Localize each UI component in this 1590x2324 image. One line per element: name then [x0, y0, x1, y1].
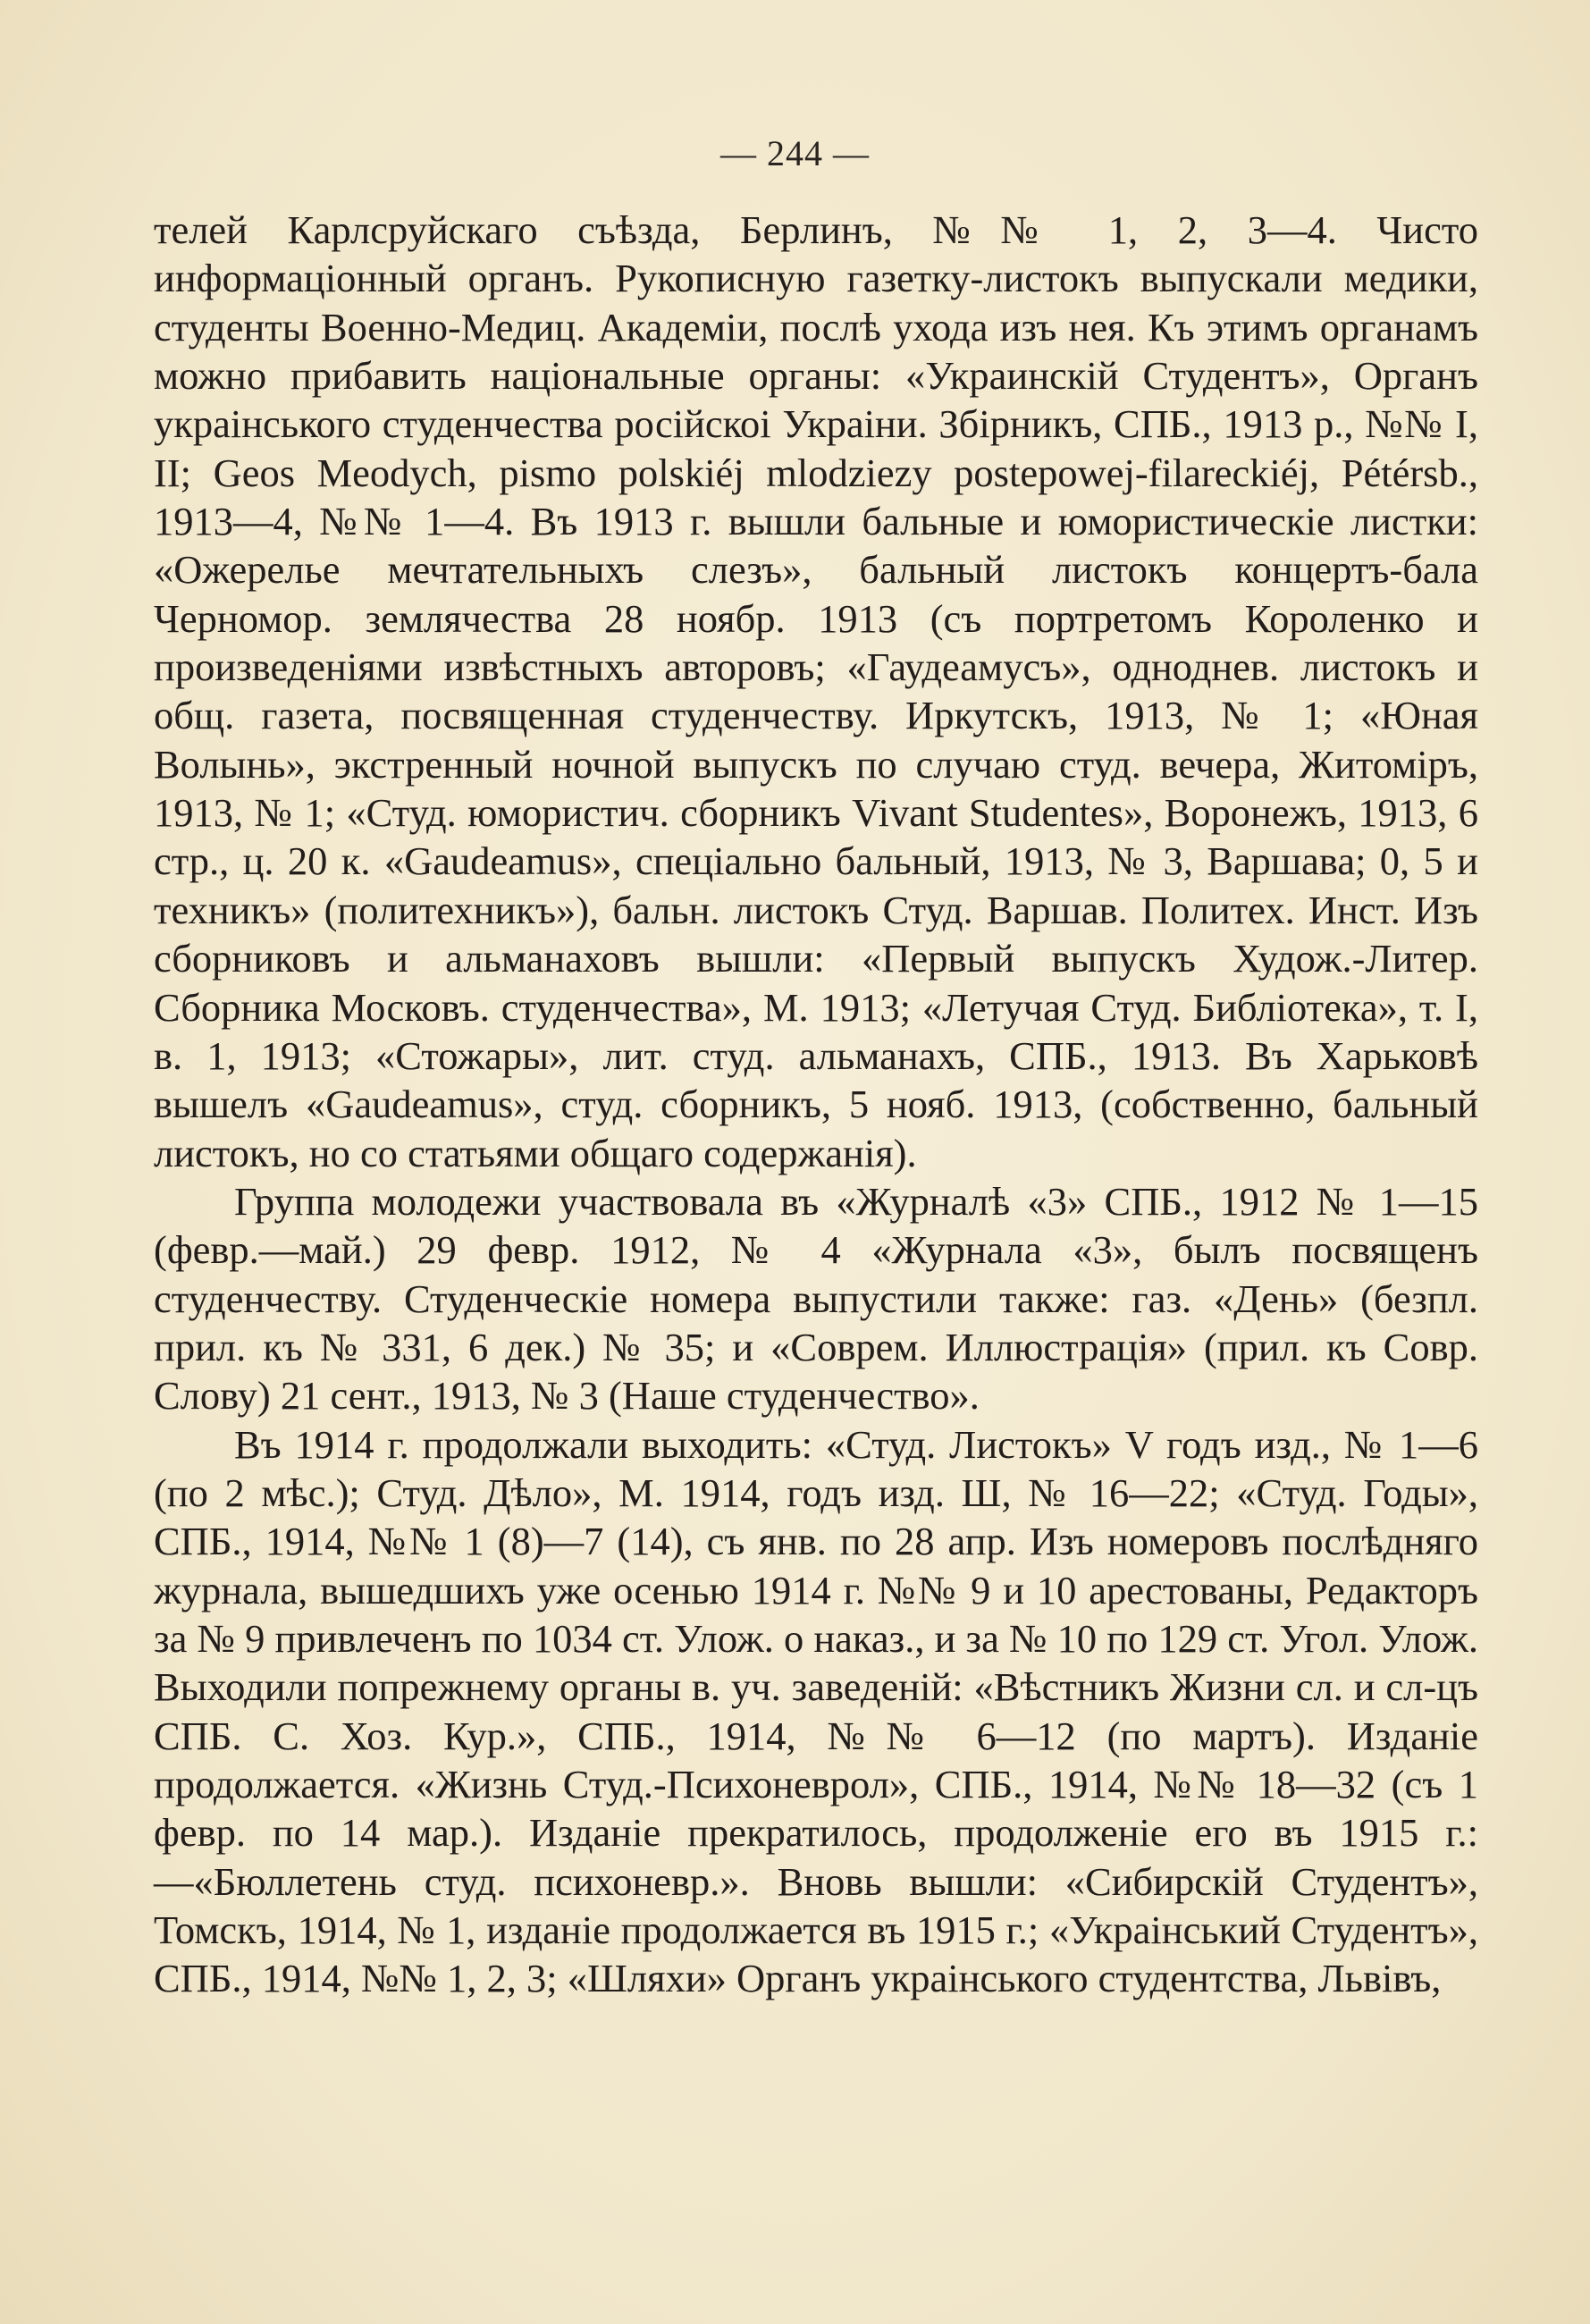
paragraph: Группа молодежи участвовала въ «Журналѣ «3» СПБ., 1912 № 1—15 (февр.—май.) 29 февр. 1912, № 4 «Журнала «3», былъ посвященъ студенчеству. Студенческіе номера выпустили также: газ. «День» (безпл. прил. къ № 331, 6 дек.) № 35; и «Соврем. Иллюстрація» (прил. къ Совр. Слову) 21 сент., 1913, № 3 (Наше студенчество». [154, 1178, 1478, 1419]
page-number: — 244 — [720, 133, 870, 173]
paragraph: телей Карлсруйскаго съѣзда, Берлинъ, №№ 1, 2, 3—4. Чисто информаціонный органъ. Рукописную газетку-листокъ выпускали медики, студенты Военно-Медиц. Академіи, послѣ ухода изъ нея. Къ этимъ органамъ можно прибавить національные органы: «Украинскій Студентъ», Органъ украінського студенчества російскоі Украіни. Збірникъ, СПБ., 1913 р., №№ I, II; Geos Meodych, pismo polskiéj mlodziezy postepowej-filareckiéj, Pétérsb., 1913—4, №№ 1—4. Въ 1913 г. вышли бальные и юмористическіе листки: «Ожерелье мечтательныхъ слезъ», бальный листокъ концертъ-бала Черномор. землячества 28 ноябр. 1913 (съ портретомъ Короленко и произведеніями извѣстныхъ авторовъ; «Гаудеамусъ», одноднев. листокъ и общ. газета, посвященная студенчеству. Иркутскъ, 1913, № 1; «Юная Волынь», экстренный ночной выпускъ по случаю студ. вечера, Житоміръ, 1913, № 1; «Студ. юмористич. сборникъ Vivant Studentes», Воронежъ, 1913, 6 стр., ц. 20 к. «Gaudeamus», спеціально бальный, 1913, № 3, Варшава; 0, 5 и техникъ» (политехникъ»), бальн. листокъ Студ. Варшав. Политех. Инст. Изъ сборниковъ и альманаховъ вышли: «Первый выпускъ Худож.-Литер. Сборника Московъ. студенчества», М. 1913; «Летучая Студ. Библіотека», т. I, в. 1, 1913; «Стожары», лит. студ. альманахъ, СПБ., 1913. Въ Харьковѣ вышелъ «Gaudeamus», студ. сборникъ, 5 нояб. 1913, (собственно, бальный листокъ, но со статьями общаго содержанія). [154, 207, 1478, 1175]
body-text [154, 206, 1478, 2003]
paragraph: Въ 1914 г. продолжали выходить: «Студ. Листокъ» V годъ изд., № 1—6 (по 2 мѣс.); Студ. Дѣло», М. 1914, годъ изд. Ш, № 16—22; «Студ. Годы», СПБ., 1914, №№ 1 (8)—7 (14), съ янв. по 28 апр. Изъ номеровъ послѣдняго журнала, вышедшихъ уже осенью 1914 г. №№ 9 и 10 арестованы, Редакторъ за № 9 привлеченъ по 1034 ст. Улож. о наказ., и за № 10 по 129 ст. Угол. Улож. Выходили попрежнему органы в. уч. заведеній: «Вѣстникъ Жизни сл. и сл-цъ СПБ. С. Хоз. Кур.», СПБ., 1914, №№ 6—12 (по мартъ). Изданіе продолжается. «Жизнь Студ.-Психоневрол», СПБ., 1914, №№ 18—32 (съ 1 февр. по 14 мар.). Изданіе прекратилось, продолженіе его въ 1915 г.:—«Бюллетень студ. психоневр.». Вновь вышли: «Сибирскій Студентъ», Томскъ, 1914, № 1, изданіе продолжается въ 1915 г.; «Украінський Студентъ», СПБ., 1914, №№ 1, 2, 3; «Шляхи» Органъ украінського студентства, Львівъ, [154, 1421, 1478, 2001]
